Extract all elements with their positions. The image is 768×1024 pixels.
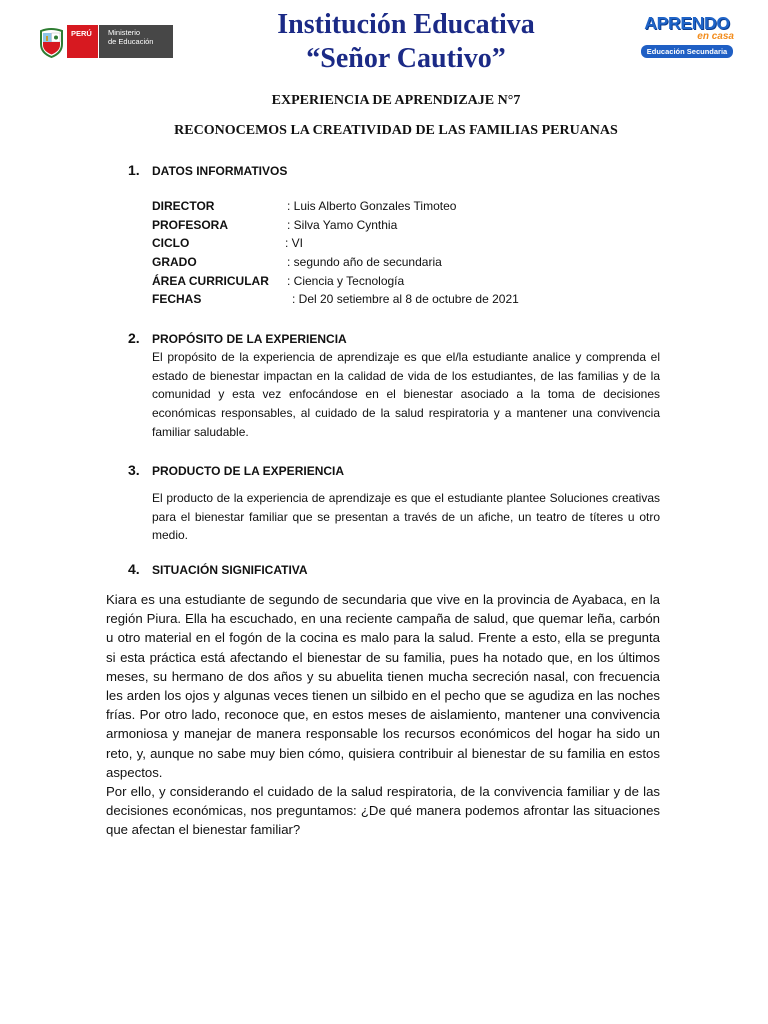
peru-logo-text: PERÚ <box>71 29 92 38</box>
info-row-ciclo <box>152 234 612 253</box>
ministry-logo-box <box>99 25 173 58</box>
ministry-logo-line2: de Educación <box>108 36 154 46</box>
info-row-fechas <box>152 290 612 309</box>
info-value: : VI <box>285 236 304 251</box>
purpose-paragraph: El propósito de la experiencia de aprendizaje es que el/la estudiante analice y comprenda el estado de bienestar impactan en la calidad de vida de los estudiantes, de las familias y de la comunidad y esta vez enfocándose en el bienestar asociado a la toma de decisiones económicas responsables, al cuidado de la salud respiratoria y a mantener una convivencia familiar saludable. <box>152 350 660 439</box>
peru-logo-box <box>67 25 98 58</box>
info-row-director <box>152 197 612 216</box>
experience-subtitle: RECONOCEMOS LA CREATIVIDAD DE LAS FAMILIAS PERUANAS <box>174 123 618 138</box>
section-label: PRODUCTO DE LA EXPERIENCIA <box>152 464 345 478</box>
situation-paragraph-1: Kiara es una estudiante de segundo de secundaria que vive en la provincia de Ayabaca, en la región Piura. Ella ha escuchado, en una reciente campaña de salud, que quemar leña, carbón u otro material en el fogón de la cocina es malo para la salud. Frente a esto, ella se pregunta si esta práctica está afectando el bienestar de su familia, pues ha notado que, en los últimos meses, su hermano de dos años y su abuelita tienen mucha secreción nasal, con frecuencia les arden los ojos y algunas veces tienen un silbido en el pecho que se agudiza en las noches frías. Por otro lado, reconoce que, en estos meses de aislamiento, mantener una convivencia armoniosa y manejar de manera responsable los recursos económicos del hogar ha sido un reto, y, aunque no sabe muy bien cómo, quisiera contribuir al bienestar de su familia en estos aspectos. <box>106 592 660 780</box>
institution-title-line1: Institución Educativa <box>277 9 535 40</box>
situation-paragraph-2: Por ello, y considerando el cuidado de la salud respiratoria, de la convivencia familiar y de las decisiones económicas, nos preguntamos: ¿De qué manera podemos afrontar las situaciones que afectan el bienestar familiar? <box>106 784 660 838</box>
peru-coat-of-arms-icon <box>38 27 65 58</box>
section-heading-1 <box>128 161 287 179</box>
section-number: 2. <box>128 330 140 346</box>
aprendo-logo-bar: Educación Secundaria <box>641 45 733 58</box>
info-value: : Del 20 setiembre al 8 de octubre de 2021 <box>292 292 519 307</box>
info-label: ÁREA CURRICULAR <box>152 273 269 288</box>
aprendo-logo-sub: en casa <box>697 31 734 42</box>
section-number: 4. <box>128 561 140 577</box>
info-value: : Luis Alberto Gonzales Timoteo <box>287 199 457 213</box>
section-label: SITUACIÓN SIGNIFICATIVA <box>152 563 308 577</box>
institution-title-line2: “Señor Cautivo” <box>306 43 506 74</box>
info-row-grado <box>152 253 612 272</box>
institution-title <box>230 8 582 76</box>
info-value: : Silva Yamo Cynthia <box>287 217 398 232</box>
section-number: 1. <box>128 162 140 178</box>
info-label: DIRECTOR <box>152 199 215 213</box>
section-number: 3. <box>128 462 140 478</box>
info-value: : segundo año de secundaria <box>287 255 442 270</box>
info-label: PROFESORA <box>152 217 229 232</box>
info-label: FECHAS <box>152 292 202 307</box>
aprendo-logo-word: APRENDO <box>644 13 730 33</box>
info-row-profesora <box>152 216 612 235</box>
experience-title: EXPERIENCIA DE APRENDIZAJE N°7 <box>271 93 521 108</box>
ministry-logo-line1: Ministerio <box>108 28 141 37</box>
section-label: PROPÓSITO DE LA EXPERIENCIA <box>152 332 347 346</box>
section-heading-2 <box>128 329 347 347</box>
info-value: : Ciencia y Tecnología <box>287 273 405 288</box>
situation-text <box>106 590 660 840</box>
info-label: CICLO <box>152 236 190 251</box>
info-label: GRADO <box>152 255 197 270</box>
section-heading-3 <box>128 461 344 479</box>
info-table <box>152 197 612 309</box>
info-row-area-curricular <box>152 272 612 291</box>
product-paragraph: El producto de la experiencia de aprendizaje es que el estudiante plantee Soluciones creativas para el bienestar familiar que se presentan a través de un afiche, un teatro de títeres u otro medio. <box>152 491 660 543</box>
section-heading-4 <box>128 560 308 578</box>
section-label: DATOS INFORMATIVOS <box>152 164 288 178</box>
